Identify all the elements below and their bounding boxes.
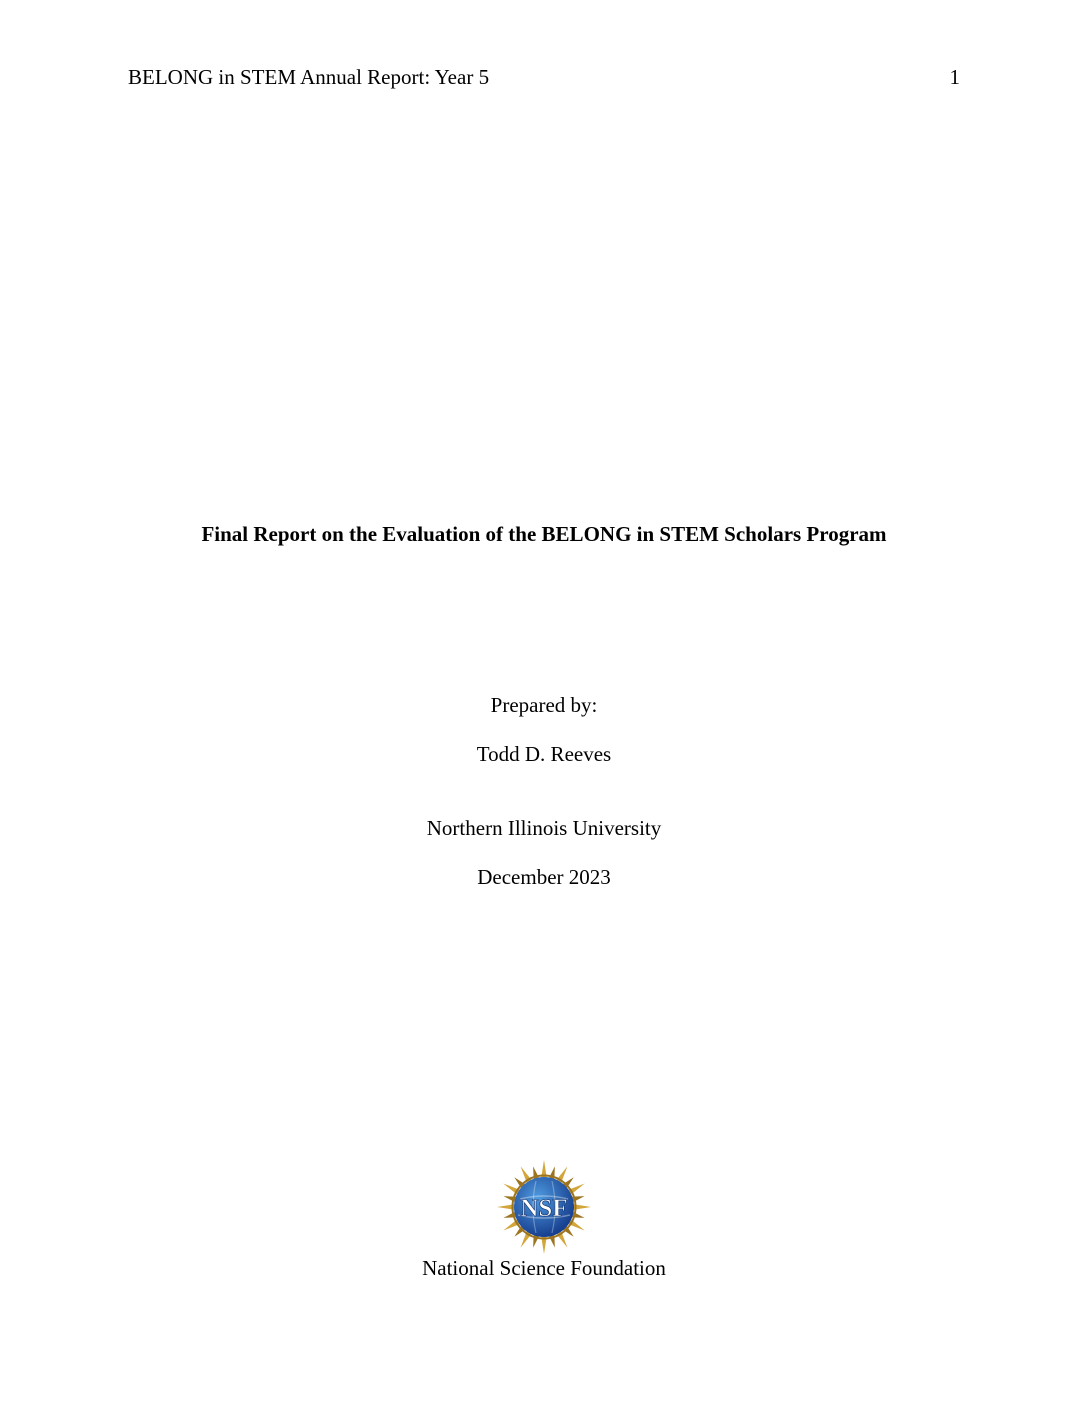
prepared-by-label: Prepared by: <box>490 693 598 717</box>
running-head: BELONG in STEM Annual Report: Year 5 <box>128 65 490 89</box>
institution-name: Northern Illinois University <box>426 816 662 840</box>
page-number: 1 <box>949 65 960 89</box>
funder-name: National Science Foundation <box>422 1256 666 1280</box>
author-name: Todd D. Reeves <box>476 742 612 766</box>
nsf-logo-text: NSF <box>520 1195 568 1222</box>
nsf-logo-icon <box>496 1159 592 1255</box>
report-title: Final Report on the Evaluation of the BELONG in STEM Scholars Program <box>201 522 887 546</box>
report-date: December 2023 <box>477 865 611 889</box>
